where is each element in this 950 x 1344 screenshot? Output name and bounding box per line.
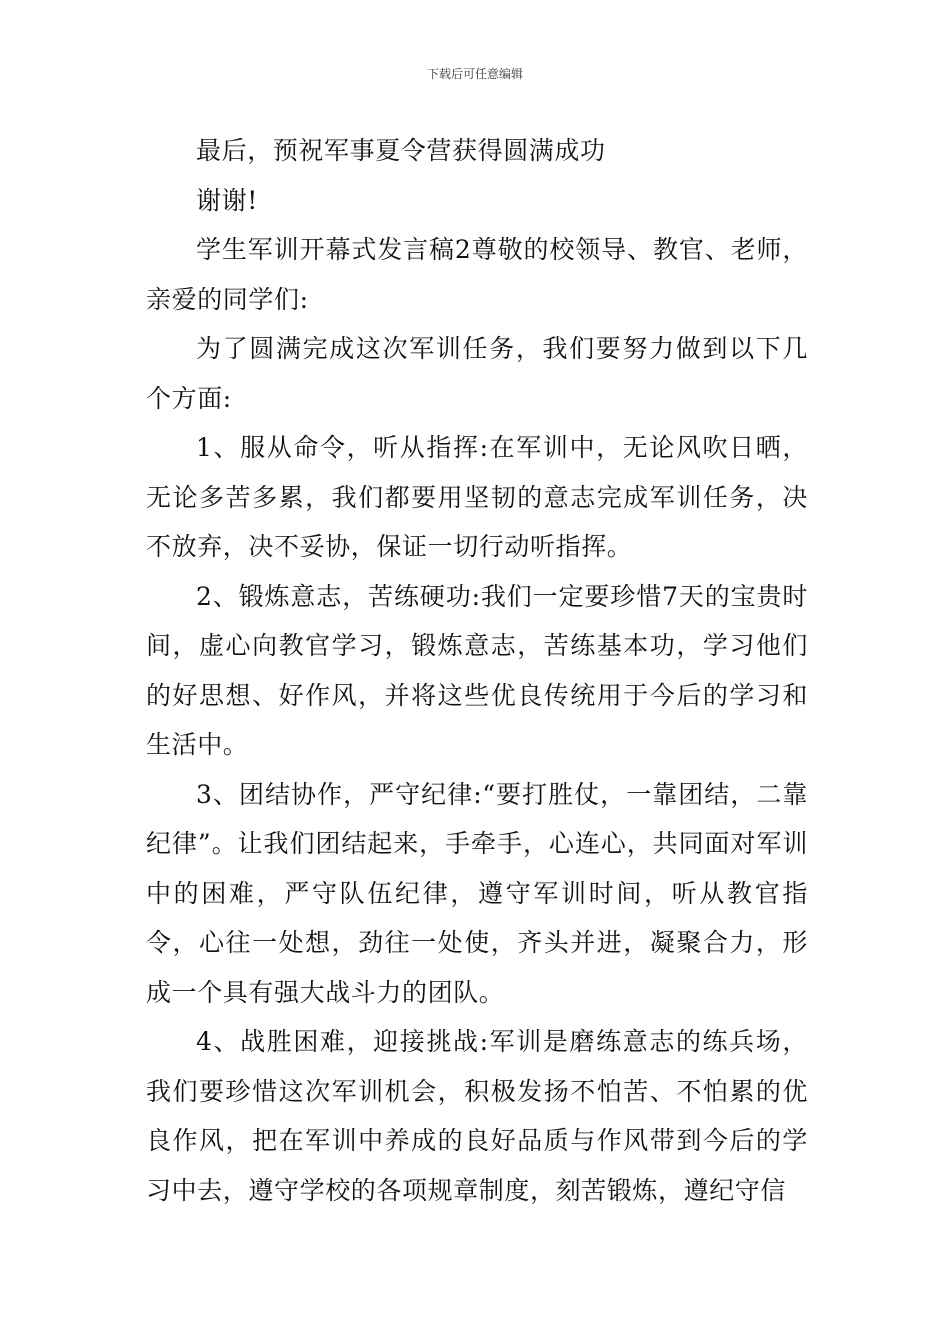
paragraph-point-4: 4、战胜困难，迎接挑战:军训是磨练意志的练兵场，我们要珍惜这次军训机会，积极发扬不怕苦、不怕累的优良作风，把在军训中养成的良好品质与作风带到今后的学习中去，遵守学校的各项规章制度，刻苦锻炼，遵纪守信 <box>146 1027 808 1205</box>
paragraph-closing-wish: 最后，预祝军事夏令营获得圆满成功 <box>196 136 606 165</box>
paragraph-point-3: 3、团结协作，严守纪律:“要打胜仗，一靠团结，二靠纪律”。让我们团结起来，手牵手，心连心，共同面对军训中的困难，严守队伍纪律，遵守军训时间，听从教官指令，心往一处想，劲往一处使，齐头并进，凝聚合力，形成一个具有强大战斗力的团队。 <box>146 779 808 1007</box>
paragraph-thanks: 谢谢! <box>196 185 258 215</box>
page-header-note: 下载后可任意编辑 <box>426 67 523 81</box>
document-body <box>146 126 808 1215</box>
paragraph-point-2: 2、锻炼意志，苦练硬功:我们一定要珍惜7天的宝贵时间，虚心向教官学习，锻炼意志，苦练基本功，学习他们的好思想、好作风，并将这些优良传统用于今后的学习和生活中。 <box>146 581 808 759</box>
paragraph-speech-title-greeting: 学生军训开幕式发言稿2尊敬的校领导、教官、老师，亲爱的同学们: <box>146 235 808 314</box>
paragraph-point-1: 1、服从命令，听从指挥:在军训中，无论风吹日晒，无论多苦多累，我们都要用坚韧的意志完成军训任务，决不放弃，决不妥协，保证一切行动听指挥。 <box>146 433 808 561</box>
paragraph-intro: 为了圆满完成这次军训任务，我们要努力做到以下几个方面: <box>146 334 808 413</box>
